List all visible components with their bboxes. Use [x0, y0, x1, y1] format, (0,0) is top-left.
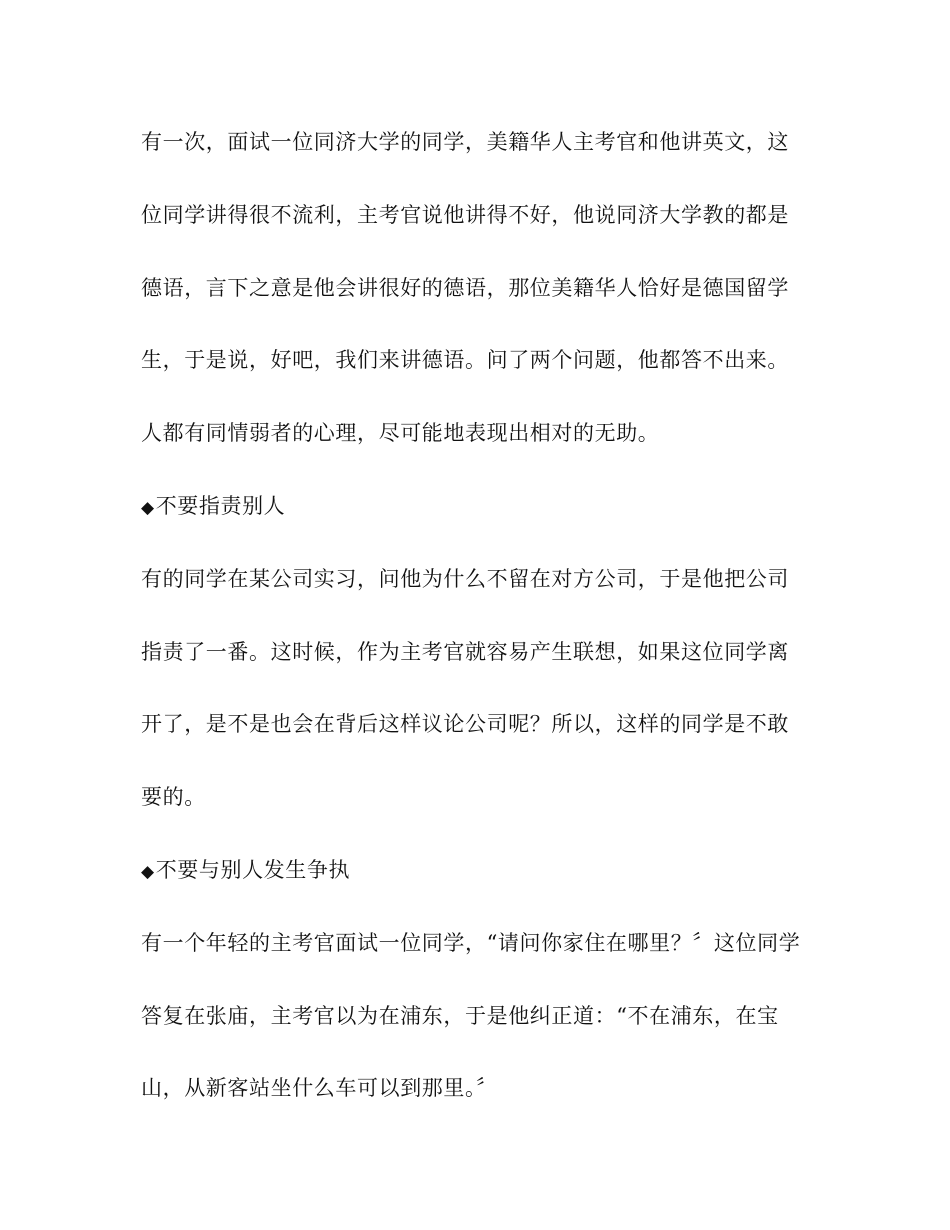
paragraph-line: 指责了一番。这时候，作为主考官就容易产生联想，如果这位同学离	[141, 640, 789, 664]
paragraph-line: 山，从新客站坐什么车可以到那里。〞	[141, 1076, 498, 1100]
paragraph-line: 开了，是不是也会在背后这样议论公司呢？所以，这样的同学是不敢	[141, 712, 789, 736]
section-heading-text: 不要与别人发生争执	[155, 858, 351, 882]
paragraph-line: 人都有同情弱者的心理，尽可能地表现出相对的无助。	[141, 421, 660, 445]
paragraph-line: 答复在张庙，主考官以为在浦东，于是他纠正道：“不在浦东，在宝	[141, 1004, 779, 1028]
paragraph-line: 位同学讲得很不流利，主考官说他讲得不好，他说同济大学教的都是	[141, 203, 789, 227]
section-heading	[141, 492, 285, 522]
paragraph-line: 德语，言下之意是他会讲很好的德语，那位美籍华人恰好是德国留学	[141, 276, 789, 300]
diamond-bullet-icon: ◆	[141, 862, 155, 882]
diamond-bullet-icon: ◆	[141, 498, 155, 518]
section-heading-text: 不要指责别人	[155, 494, 286, 518]
paragraph-line: 生，于是说，好吧，我们来讲德语。问了两个问题，他都答不出来。	[141, 348, 789, 372]
paragraph-line: 有一个年轻的主考官面试一位同学，“请问你家住在哪里？〞这位同学	[141, 931, 801, 955]
paragraph-line: 要的。	[141, 785, 206, 809]
paragraph-line: 有一次，面试一位同济大学的同学，美籍华人主考官和他讲英文，这	[141, 130, 789, 154]
section-heading	[141, 856, 350, 886]
paragraph-line: 有的同学在某公司实习，问他为什么不留在对方公司，于是他把公司	[141, 567, 789, 591]
